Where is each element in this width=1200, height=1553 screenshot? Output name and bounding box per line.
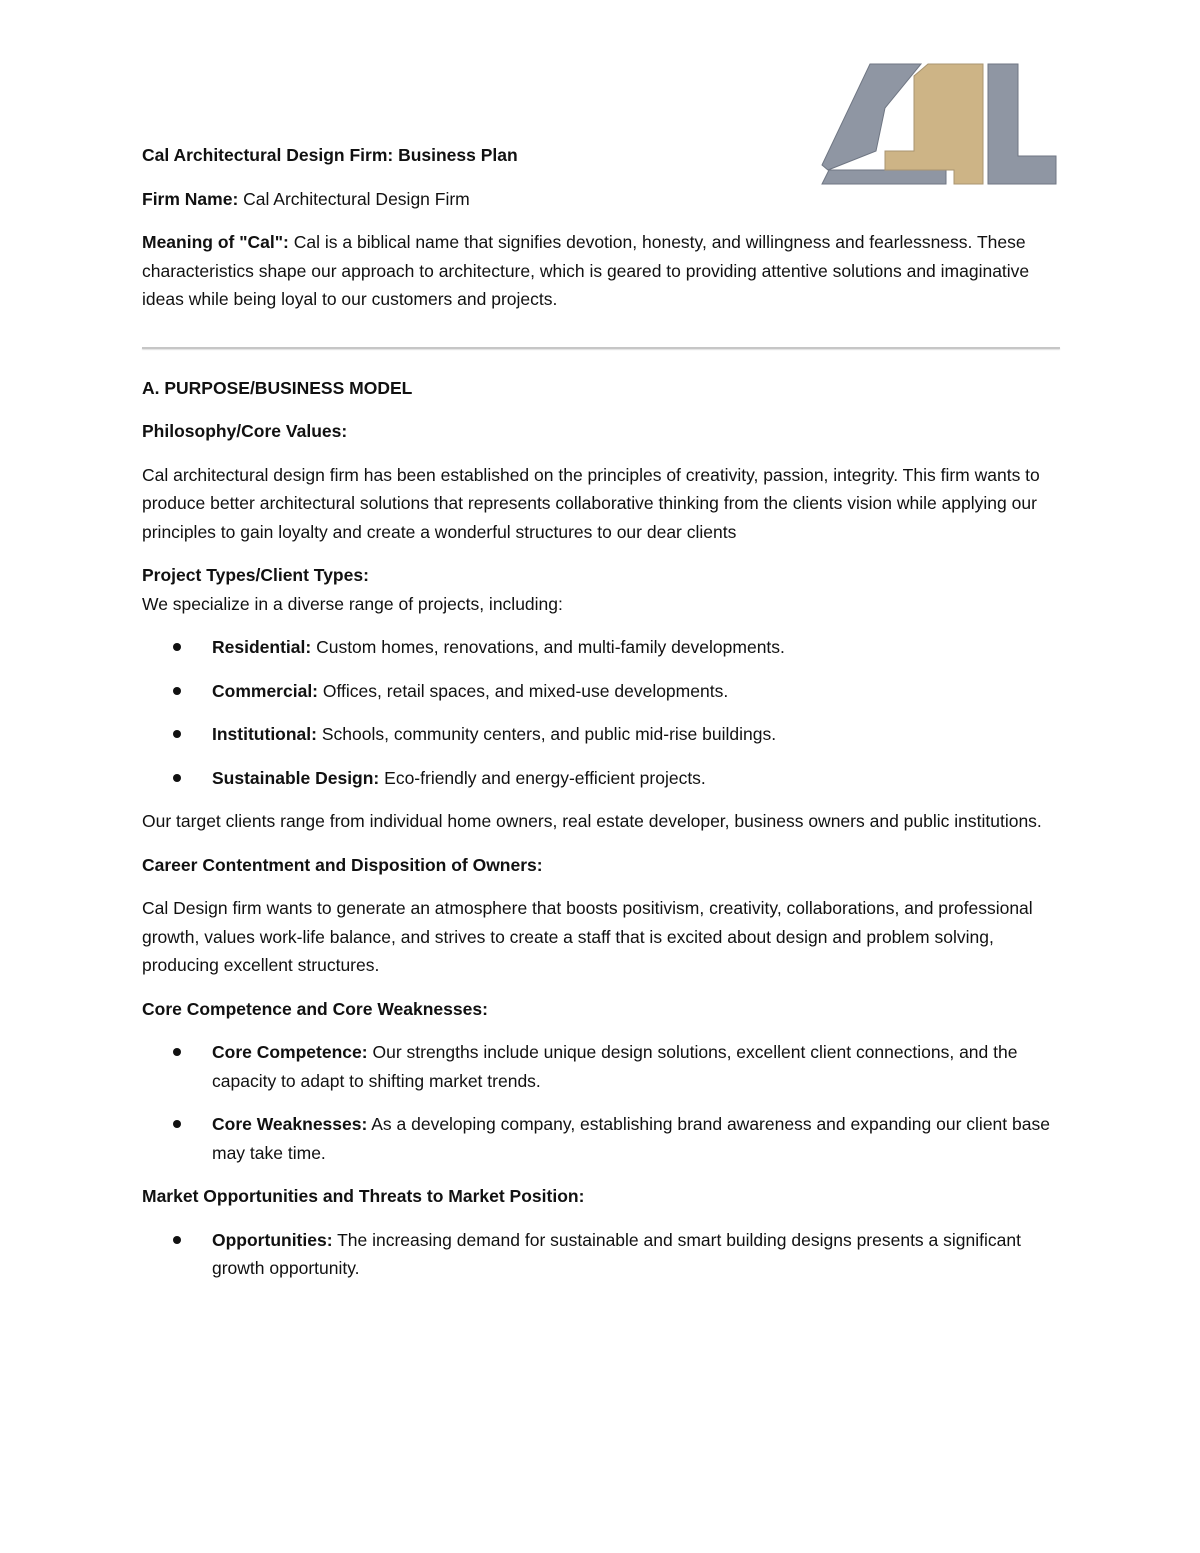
firm-name-line [142,185,1060,214]
list-item-text: Custom homes, renovations, and multi-family developments. [316,637,785,657]
project-types-heading: Project Types/Client Types: [142,565,369,585]
list-item-label: Commercial: [212,680,319,701]
bullet-icon [173,730,181,738]
list-item-text: Schools, community centers, and public mid-rise buildings. [321,724,777,744]
list-item-label: Opportunities: [212,1229,333,1250]
meaning-paragraph [142,228,1060,314]
list-item-label: Sustainable Design: [212,767,380,788]
bullet-icon [173,1236,181,1244]
section-a-heading: A. PURPOSE/BUSINESS MODEL [142,377,413,398]
document-title: Cal Architectural Design Firm: Business Plan [142,145,518,165]
market-heading: Market Opportunities and Threats to Market Position: [142,1186,585,1206]
list-item [142,764,1060,793]
list-item [142,1226,1060,1283]
bullet-icon [173,643,181,651]
list-item-text: Eco-friendly and energy-efficient projects. [384,767,706,788]
list-item [142,1110,1060,1167]
competence-heading: Core Competence and Core Weaknesses: [142,998,488,1019]
horizontal-divider [142,347,1060,349]
list-item [142,633,1060,662]
list-item-label: Core Weaknesses: [212,1114,368,1134]
competence-list [142,1038,1060,1167]
career-heading: Career Contentment and Disposition of Owners: [142,854,543,875]
project-types-intro: We specialize in a diverse range of projects, including: [142,593,563,614]
career-text: Cal Design firm wants to generate an atmosphere that boosts positivism, creativity, collaborations, and professional growth, values work-life balance, and strives to create a staff that is excited about design and problem solving, producing excellent structures. [142,898,1033,975]
document-body [142,141,1060,1298]
list-item-text: Offices, retail spaces, and mixed-use developments. [322,680,729,701]
list-item-label: Core Competence: [212,1042,368,1062]
bullet-icon [173,774,181,782]
philosophy-text: Cal architectural design firm has been established on the principles of creativity, passion, integrity. This firm wants to produce better architectural solutions that represents collaborative thinking from the clients vision while applying our principles to gain loyalty and create a wonderful structures to our dear clients [142,464,1040,542]
list-item-text: As a developing company, establishing brand awareness and expanding our client base may take time. [212,1114,1050,1163]
meaning-text: Cal is a biblical name that signifies devotion, honesty, and willingness and fearlessness. These characteristics shape our approach to architecture, which is geared to providing attentive solutions and imaginative ideas while being loyal to our customers and projects. [142,232,1030,309]
list-item-label: Institutional: [212,724,317,744]
firm-name-value: Cal Architectural Design Firm [243,188,470,209]
list-item-text: The increasing demand for sustainable and smart building designs presents a significant growth opportunity. [212,1229,1021,1278]
project-types-list [142,633,1060,792]
list-item-text: Our strengths include unique design solutions, excellent client connections, and the capacity to adapt to shifting market trends. [212,1042,1018,1091]
meaning-label: Meaning of "Cal": [142,232,289,252]
firm-name-label: Firm Name: [142,188,239,209]
bullet-icon [173,1120,181,1128]
list-item [142,1038,1060,1095]
philosophy-heading: Philosophy/Core Values: [142,421,348,441]
list-item [142,720,1060,749]
list-item-label: Residential: [212,637,312,657]
list-item [142,677,1060,706]
target-clients-text: Our target clients range from individual home owners, real estate developer, business owners and public institutions. [142,811,1042,831]
market-list [142,1226,1060,1283]
bullet-icon [173,687,181,695]
bullet-icon [173,1048,181,1056]
